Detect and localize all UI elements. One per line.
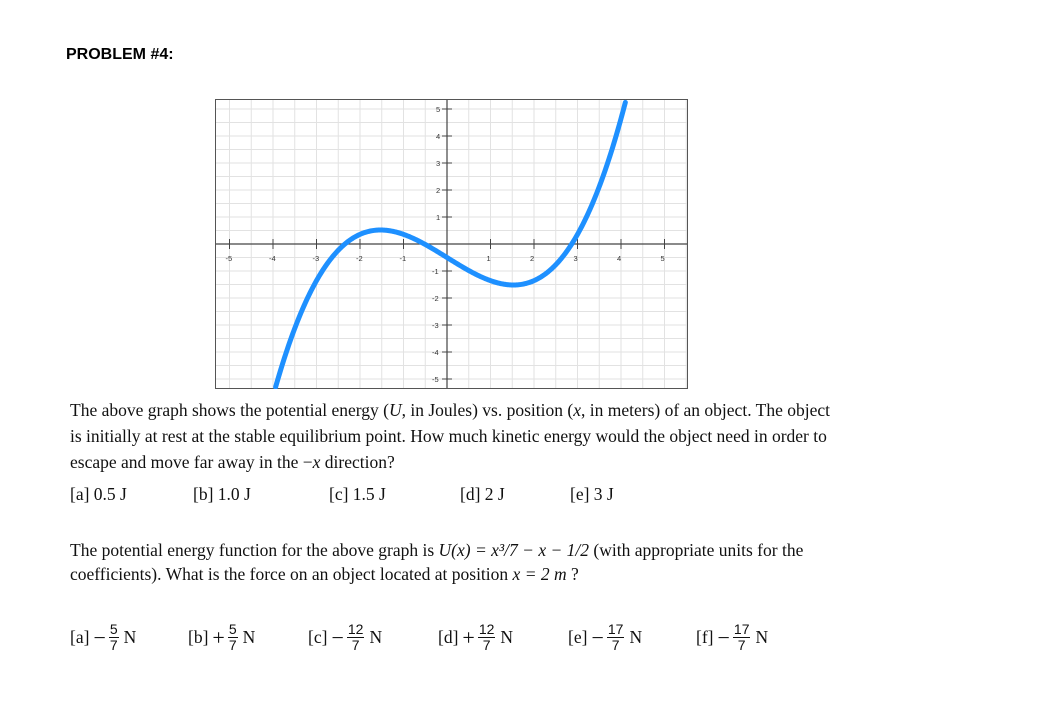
q1-option-e[interactable]: [e] 3 J [570,484,614,504]
option-label: [d] [438,627,459,647]
fraction-numerator: 17 [733,621,750,637]
fraction-denominator: 7 [228,637,237,653]
option-label: [a] [70,627,90,647]
y-tick-label: 2 [436,186,441,195]
y-tick-label: -1 [432,267,439,276]
q2-option-c[interactable] [308,622,382,653]
option-sign: + [462,624,475,650]
question-2-text: The potential energy function for the above graph is U(x) = x³/7 − x − 1/2 (with appropriate units for the coefficients). What is the force on an object located at position x = 2 m ? [70,540,804,584]
x-tick-label: -5 [225,254,233,263]
option-fraction [109,622,119,653]
option-fraction [733,622,751,653]
option-label: [c] [308,627,328,647]
option-unit: N [242,627,256,647]
fraction-numerator: 12 [347,621,364,637]
q2-option-e[interactable] [568,622,642,653]
option-sign: − [591,624,604,650]
x-tick-label: 5 [660,254,665,263]
q1-option-a[interactable]: [a] 0.5 J [70,484,127,504]
option-unit: N [629,627,643,647]
x-tick-label: 1 [486,254,491,263]
x-tick-label: -1 [399,254,407,263]
x-tick-label: 2 [530,254,535,263]
x-tick-label: -2 [356,254,363,263]
potential-energy-graph [215,99,688,389]
q1-option-b[interactable]: [b] 1.0 J [193,484,251,504]
q2-option-f[interactable] [696,622,768,653]
y-tick-label: -5 [432,375,439,384]
y-tick-label: -4 [432,348,439,357]
fraction-denominator: 7 [351,637,360,653]
y-tick-label: 4 [436,132,441,141]
q2-option-d[interactable] [438,622,513,653]
option-unit: N [755,627,769,647]
x-tick-label: 4 [617,254,622,263]
fraction-numerator: 12 [478,621,495,637]
fraction-denominator: 7 [482,637,491,653]
y-tick-label: 1 [436,213,441,222]
q1-option-c[interactable]: [c] 1.5 J [329,484,386,504]
option-label: [f] [696,627,714,647]
y-tick-label: 3 [436,159,441,168]
x-tick-label: -3 [312,254,320,263]
fraction-denominator: 7 [611,637,620,653]
option-sign: + [212,624,225,650]
option-fraction [347,622,365,653]
option-label: [e] [568,627,588,647]
q1-option-d[interactable]: [d] 2 J [460,484,505,504]
option-fraction [478,622,496,653]
fraction-numerator: 5 [109,621,118,637]
option-sign: − [93,624,106,650]
q2-option-a[interactable] [70,622,136,653]
option-fraction [607,622,625,653]
fraction-denominator: 7 [109,637,118,653]
problem-heading: PROBLEM #4: [66,46,174,63]
option-unit: N [123,627,137,647]
y-tick-label: -3 [432,321,439,330]
y-tick-label: 5 [436,105,441,114]
option-fraction [228,622,238,653]
option-unit: N [369,627,383,647]
x-tick-label: 3 [573,254,578,263]
fraction-numerator: 17 [607,621,624,637]
option-sign: − [331,624,344,650]
option-unit: N [500,627,514,647]
option-sign: − [717,624,730,650]
y-tick-label: -2 [432,294,439,303]
question-1-text: The above graph shows the potential energy (U, in Joules) vs. position (x, in meters) of an object. The object is initially at rest at the stable equilibrium point. How much kinetic energy would the object need in order to escape and move far away in the −x direction? [70,400,830,472]
q2-option-b[interactable] [188,622,255,653]
fraction-denominator: 7 [737,637,746,653]
option-label: [b] [188,627,209,647]
x-tick-label: -4 [269,254,276,263]
fraction-numerator: 5 [228,621,237,637]
